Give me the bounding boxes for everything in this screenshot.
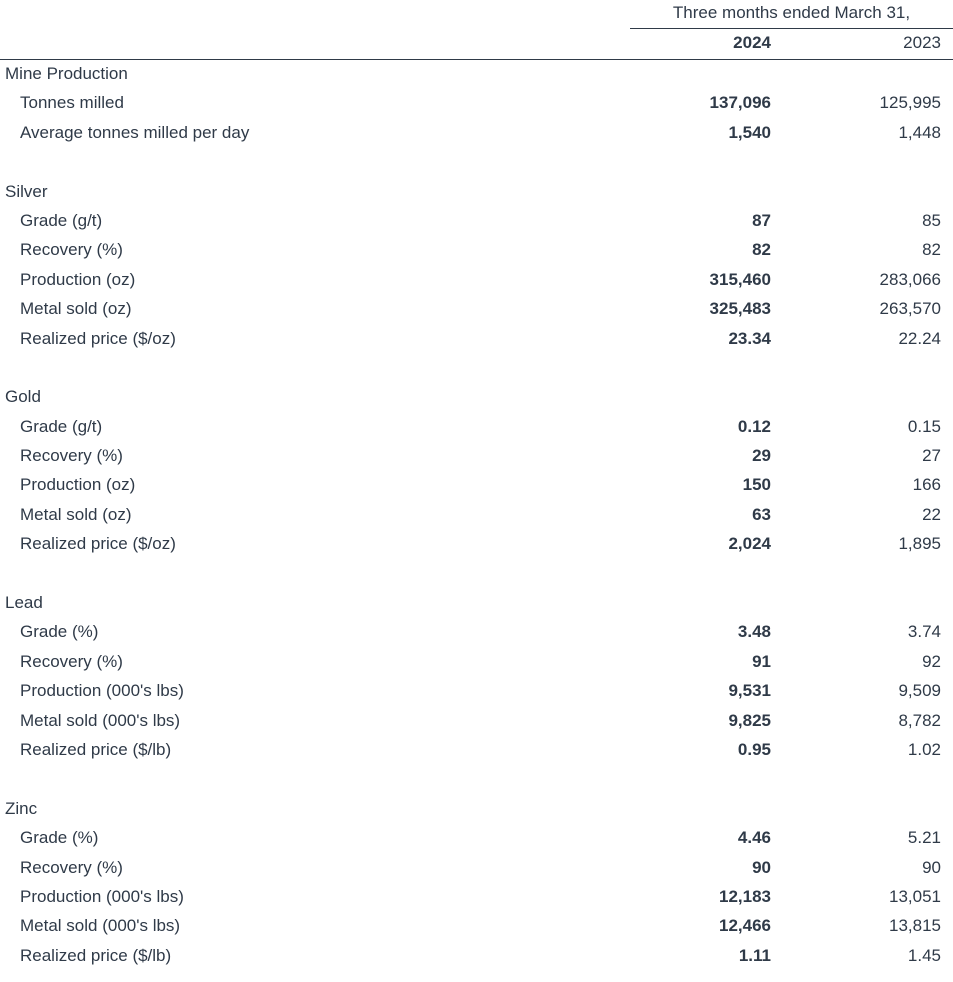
value-2023: 3.74 xyxy=(907,622,941,642)
value-2024: 63 xyxy=(752,504,771,524)
table-row xyxy=(0,735,953,764)
table-row xyxy=(0,882,953,911)
section-header-lead xyxy=(0,588,953,617)
table-row xyxy=(0,853,953,882)
value-2024: 23.34 xyxy=(728,328,771,348)
row-label: Tonnes milled xyxy=(20,93,124,113)
value-2024: 9,531 xyxy=(728,681,771,701)
row-label: Metal sold (oz) xyxy=(20,504,132,524)
table-row xyxy=(0,941,953,970)
value-2024: 325,483 xyxy=(709,299,771,319)
value-2023: 5.21 xyxy=(907,828,941,848)
row-label: Production (000's lbs) xyxy=(20,886,184,906)
section-header-mine-production xyxy=(0,59,953,88)
row-label: Metal sold (oz) xyxy=(20,299,132,319)
table-row xyxy=(0,911,953,940)
value-2024: 90 xyxy=(752,857,771,877)
value-2023: 283,066 xyxy=(879,269,941,289)
row-label: Production (oz) xyxy=(20,269,136,289)
value-2024: 2,024 xyxy=(728,534,771,554)
value-2023: 85 xyxy=(922,210,941,230)
value-2023: 166 xyxy=(912,475,941,495)
section-title: Mine Production xyxy=(5,64,128,83)
row-label: Grade (%) xyxy=(20,622,99,642)
value-2024: 12,466 xyxy=(719,916,771,936)
table-row xyxy=(0,823,953,852)
table-row xyxy=(0,647,953,676)
section-spacer xyxy=(0,353,953,382)
table-row xyxy=(0,324,953,353)
value-2024: 82 xyxy=(752,240,771,260)
table-row xyxy=(0,617,953,646)
value-2024: 0.12 xyxy=(737,416,771,436)
value-2023: 13,815 xyxy=(889,916,941,936)
value-2024: 1,540 xyxy=(728,122,771,142)
section-title: Lead xyxy=(5,593,43,613)
value-2024: 3.48 xyxy=(737,622,771,642)
value-2024: 4.46 xyxy=(737,828,771,848)
value-2023: 125,995 xyxy=(879,93,941,113)
row-label: Realized price ($/oz) xyxy=(20,328,176,348)
section-title: Zinc xyxy=(5,798,38,818)
table-row xyxy=(0,441,953,470)
section-title: Gold xyxy=(5,387,41,407)
row-label: Realized price ($/lb) xyxy=(20,739,172,759)
row-label: Recovery (%) xyxy=(20,446,123,466)
table-row xyxy=(0,235,953,264)
value-2023: 263,570 xyxy=(879,299,941,319)
year-2023-header: 2023 xyxy=(903,33,941,52)
period-header: Three months ended March 31, xyxy=(630,0,953,29)
table-row xyxy=(0,206,953,235)
value-2024: 1.11 xyxy=(738,945,771,965)
value-2023: 8,782 xyxy=(898,710,941,730)
table-body xyxy=(0,59,953,970)
table-row xyxy=(0,676,953,705)
value-2023: 1.45 xyxy=(907,945,941,965)
table-row xyxy=(0,265,953,294)
value-2023: 27 xyxy=(922,446,941,466)
table-row xyxy=(0,118,953,147)
table-row xyxy=(0,500,953,529)
section-title: Silver xyxy=(5,181,48,201)
row-label: Realized price ($/oz) xyxy=(20,534,176,554)
value-2023: 92 xyxy=(922,651,941,671)
table-row xyxy=(0,88,953,117)
value-2023: 1,448 xyxy=(898,122,941,142)
value-2024: 0.95 xyxy=(737,739,771,759)
row-label: Recovery (%) xyxy=(20,240,123,260)
table-row xyxy=(0,706,953,735)
value-2023: 82 xyxy=(922,240,941,260)
value-2024: 9,825 xyxy=(728,710,771,730)
row-label: Production (oz) xyxy=(20,475,136,495)
value-2024: 91 xyxy=(752,651,771,671)
value-2024: 137,096 xyxy=(709,93,771,113)
value-2024: 12,183 xyxy=(719,886,771,906)
row-label: Metal sold (000's lbs) xyxy=(20,916,181,936)
value-2023: 1,895 xyxy=(898,534,941,554)
row-label: Recovery (%) xyxy=(20,857,123,877)
table-row xyxy=(0,294,953,323)
section-header-gold xyxy=(0,382,953,411)
row-label: Average tonnes milled per day xyxy=(20,122,250,142)
row-label: Grade (g/t) xyxy=(20,210,103,230)
value-2023: 22.24 xyxy=(898,328,941,348)
section-header-zinc xyxy=(0,794,953,823)
year-header-row xyxy=(0,29,953,60)
table-row xyxy=(0,412,953,441)
section-header-silver xyxy=(0,177,953,206)
value-2024: 87 xyxy=(752,210,771,230)
section-spacer xyxy=(0,764,953,793)
value-2023: 1.02 xyxy=(907,739,941,759)
row-label: Grade (%) xyxy=(20,828,99,848)
value-2023: 0.15 xyxy=(907,416,941,436)
table-row xyxy=(0,470,953,499)
value-2023: 22 xyxy=(922,504,941,524)
value-2024: 150 xyxy=(742,475,771,495)
table-row xyxy=(0,529,953,558)
value-2024: 29 xyxy=(752,446,771,466)
row-label: Production (000's lbs) xyxy=(20,681,184,701)
section-spacer xyxy=(0,147,953,176)
section-spacer xyxy=(0,559,953,588)
row-label: Recovery (%) xyxy=(20,651,123,671)
year-2024-header: 2024 xyxy=(733,33,771,52)
row-label: Metal sold (000's lbs) xyxy=(20,710,181,730)
value-2023: 9,509 xyxy=(898,681,941,701)
row-label: Grade (g/t) xyxy=(20,416,103,436)
value-2023: 90 xyxy=(922,857,941,877)
value-2023: 13,051 xyxy=(889,886,941,906)
value-2024: 315,460 xyxy=(709,269,771,289)
row-label: Realized price ($/lb) xyxy=(20,945,172,965)
